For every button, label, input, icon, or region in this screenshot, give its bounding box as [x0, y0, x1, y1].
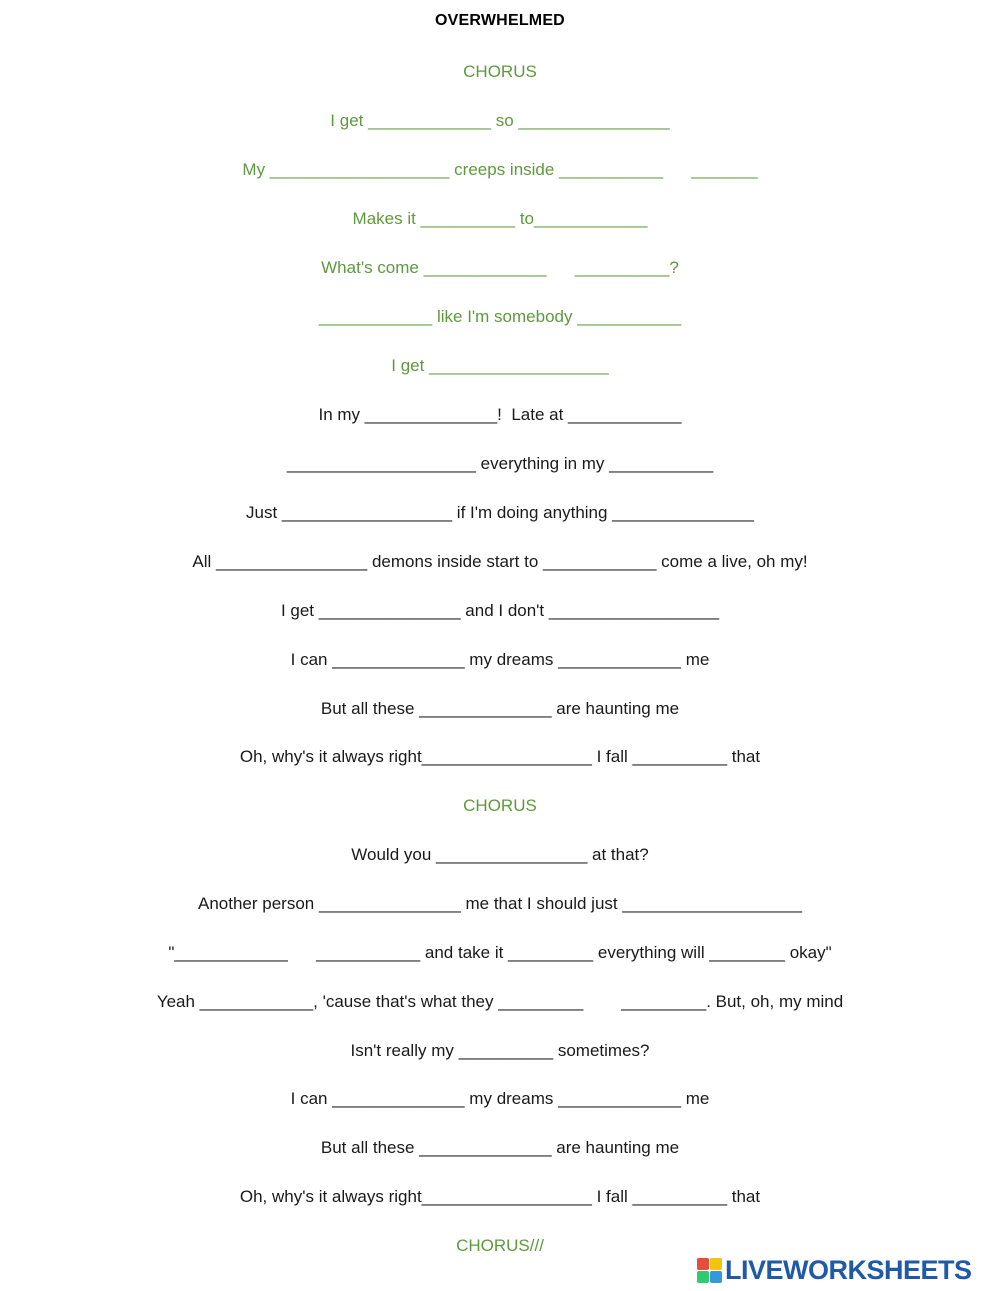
lyric-line: All ________________ demons inside start to ____________ come a live, oh my!: [192, 552, 808, 571]
lyric-line: Oh, why's it always right__________________ I fall __________ that: [239, 1187, 761, 1206]
lyric-line: "____________ ___________ and take it _________ everything will ________ okay": [168, 943, 832, 962]
lyric-line: I get _______________ and I don't __________________: [280, 601, 720, 620]
logo-tile: [697, 1271, 709, 1283]
logo-tile: [697, 1258, 709, 1270]
lyric-line: I get ___________________: [391, 356, 609, 375]
lyric-line: I can ______________ my dreams _____________ me: [290, 650, 710, 669]
lyric-line: ____________________ everything in my ___________: [286, 454, 714, 473]
lyric-line: Makes it __________ to____________: [352, 209, 648, 228]
lyric-line: Another person _______________ me that I should just ___________________: [197, 894, 802, 913]
logo-text: LIVEWORKSHEETS: [725, 1254, 972, 1285]
lyric-line: Oh, why's it always right__________________ I fall __________ that: [239, 747, 761, 766]
lyric-line: But all these ______________ are haunting me: [320, 1138, 680, 1157]
liveworksheets-logo[interactable]: [697, 1255, 972, 1285]
lyric-line: I can ______________ my dreams _____________ me: [290, 1089, 710, 1108]
lyric-line: CHORUS///: [456, 1236, 544, 1255]
lyric-line: What's come _____________ __________?: [321, 258, 679, 277]
logo-tile: [710, 1271, 722, 1283]
lyric-line: CHORUS: [463, 62, 537, 81]
lyric-line: I get _____________ so ________________: [330, 111, 670, 130]
lyric-line: ____________ like I'm somebody ___________: [318, 307, 682, 326]
lyric-line: In my ______________! Late at ____________: [318, 405, 682, 424]
lyric-line: But all these ______________ are haunting me: [320, 699, 680, 718]
lyric-line: Isn't really my __________ sometimes?: [350, 1041, 650, 1060]
page-title: OVERWHELMED: [435, 12, 565, 29]
logo-tile: [710, 1258, 722, 1270]
lyric-line: Yeah ____________, 'cause that's what they _________ _________. But, oh, my mind: [156, 992, 844, 1011]
lyric-line: Would you ________________ at that?: [351, 845, 649, 864]
lyric-line: Just __________________ if I'm doing anything _______________: [245, 503, 755, 522]
lyric-line: My ___________________ creeps inside ___________ _______: [242, 160, 758, 179]
lyric-line: CHORUS: [463, 796, 537, 815]
liveworksheets-logo-icon: [697, 1258, 722, 1283]
